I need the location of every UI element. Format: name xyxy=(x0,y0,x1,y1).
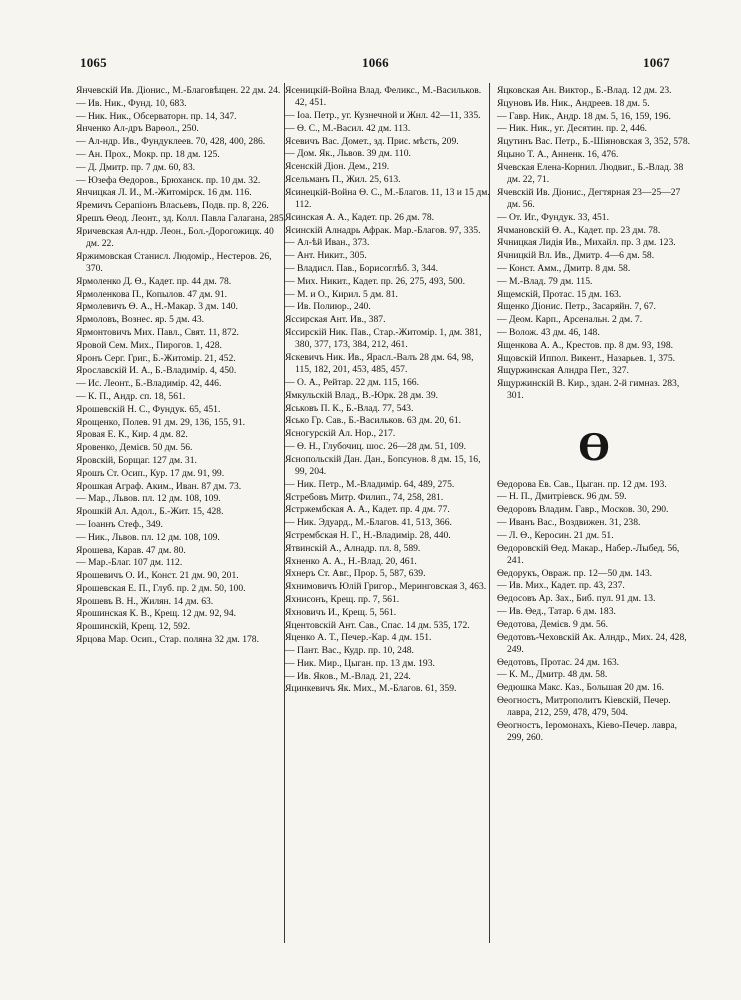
directory-entry: Ячницкая Лидія Ив., Михайл. пр. 3 дм. 123. xyxy=(497,237,676,249)
directory-entry: — Волож. 43 дм. 46, 148. xyxy=(497,326,600,338)
directory-entry: Яронъ Серг. Григ., Б.-Житомір. 21, 452. xyxy=(76,352,236,364)
directory-entry: Яхнисонъ, Крещ. пр. 7, 561. xyxy=(285,593,400,605)
directory-entry: Ярошевичъ О. И., Конст. 21 дм. 90, 201. xyxy=(76,570,239,582)
directory-entry: — Ник. Ник., уг. Десятин. пр. 2, 446. xyxy=(497,123,648,135)
directory-entry: — Ѳ. С., М.-Васил. 42 дм. 113. xyxy=(285,122,411,134)
directory-entry: — Деом. Карп., Арсенальн. 2 дм. 7. xyxy=(497,314,643,326)
directory-entry: Ярешъ Ѳеод. Леонт., зд. Колл. Павла Галагана, 285. xyxy=(76,212,287,224)
directory-entry: — Ив. Ѳед., Татар. 6 дм. 183. xyxy=(497,605,616,617)
directory-entry: — Іоа. Петр., уг. Кузнечной и Жнл. 42—11, 335. xyxy=(285,110,481,121)
directory-entry: Яремичъ Серапіонъ Власьевъ, Подв. пр. 8, 226. xyxy=(76,200,269,212)
directory-entry: Ященко Діонис. Петр., Засаряйн. 7, 67. xyxy=(497,301,656,313)
directory-entry: Ярошъ Ст. Осип., Кур. 17 дм. 91, 99. xyxy=(76,467,225,479)
directory-entry: Ячмановскій Ѳ. А., Кадет. пр. 23 дм. 78. xyxy=(497,224,661,236)
directory-entry: Ѳедотовъ-Чеховскій Ак. Алндр., Мих. 24, 428, 249. xyxy=(497,631,687,655)
directory-entry: — Гавр. Ник., Андр. 18 дм. 5, 16, 159, 196. xyxy=(497,110,671,122)
directory-entry: Ястребовъ Митр. Филип., 74, 258, 281. xyxy=(285,491,444,503)
directory-entry: Яценко А. Т., Печер.-Кар. 4 дм. 151. xyxy=(285,632,432,644)
directory-entry: — О. А., Рейтар. 22 дм. 115, 166. xyxy=(285,376,419,388)
directory-entry: Ѳедосовъ Ар. Зах., Биб. пул. 91 дм. 13. xyxy=(497,593,656,605)
directory-entry: Ясинская А. А., Кадет. пр. 26 дм. 78. xyxy=(285,211,435,223)
directory-entry: — Ник. Эдуард., М.-Благов. 41, 513, 366. xyxy=(285,517,452,529)
directory-entry: — Ив. Ник., Фунд. 10, 683. xyxy=(76,97,187,109)
directory-entry: — Владисл. Пав., Борисоглѣб. 3, 344. xyxy=(285,262,439,274)
directory-entry: Янченко Ал-дръ Варѳол., 250. xyxy=(76,123,199,135)
directory-entry: Яровскій, Борщаг. 127 дм. 31. xyxy=(76,454,197,466)
directory-entry: Ярмоленкова П., Копылов. 47 дм. 91. xyxy=(76,288,228,300)
directory-entry: Ярмонтовичъ Мих. Павл., Свят. 11, 872. xyxy=(76,326,239,338)
directory-entry: Ѳеогностъ, Іеромонахъ, Кіево-Печер. лавра, 299, 260. xyxy=(497,719,678,744)
directory-entry: Ястржембская А. А., Кадет. пр. 4 дм. 77. xyxy=(285,504,450,516)
directory-block-fita xyxy=(497,479,691,745)
directory-entry: — Ис. Леонт., Б.-Владимір. 42, 446. xyxy=(76,378,222,390)
directory-entry: Яхнеръ Ст. Авг., Прор. 5, 587, 639. xyxy=(285,568,426,580)
directory-entry: Яцутинъ Вас. Петр., Б.-Шіяновская 3, 352, 578. xyxy=(497,136,691,148)
directory-entry: — Мар.-Благ. 107 дм. 112. xyxy=(76,557,183,569)
directory-entry: Ястрембская Н. Г., Н.-Владимір. 28, 440. xyxy=(285,529,451,541)
directory-entry: — Мих. Никит., Кадет. пр. 26, 275, 493, 500. xyxy=(285,275,465,287)
directory-entry: — Ник., Львов. пл. 12 дм. 108, 109. xyxy=(76,531,220,543)
directory-entry: Ячницкій Вл. Ив., Дмитр. 4—6 дм. 58. xyxy=(497,250,655,262)
directory-entry: Ятвинскій А., Алнадр. пл. 8, 589. xyxy=(285,542,421,554)
directory-entry: Яскевичъ Ник. Ив., Ярасл.-Валъ 28 дм. 64, 98, 115, 182, 201, 453, 485, 457. xyxy=(285,351,474,376)
directory-entry: — Юзефа Ѳедоров., Брюханск. пр. 10 дм. 32. xyxy=(76,174,261,186)
directory-entry: Яцентовскій Ант. Сав., Спас. 14 дм. 535, 172. xyxy=(285,619,470,631)
directory-entry: — К. П., Андр. сп. 18, 561. xyxy=(76,390,186,402)
directory-entry: Ярошкій Ал. Адол., Б.-Жит. 15, 428. xyxy=(76,506,224,518)
directory-column-left xyxy=(76,85,288,647)
directory-entry: Ящовскій Иппол. Викент., Назарьев. 1, 375. xyxy=(497,352,676,364)
directory-entry: Ясько Гр. Сав., Б.-Васильков. 63 дм. 20, 61. xyxy=(285,415,462,427)
directory-entry: Яхновичъ И., Крещ. 5, 561. xyxy=(285,606,397,618)
directory-entry: Ярмоленко Д. Ѳ., Кадет. пр. 44 дм. 78. xyxy=(76,275,232,287)
directory-entry: Ѳедотовъ, Протас. 24 дм. 163. xyxy=(497,656,620,668)
directory-entry: Яровенко, Демієв. 50 дм. 56. xyxy=(76,442,193,454)
directory-entry: — От. Иг., Фундук. 33, 451. xyxy=(497,211,609,223)
directory-entry: — Ник. Петр., М.-Владимір. 64, 489, 275. xyxy=(285,478,455,490)
directory-entry: — К. М., Дмитр. 48 дм. 58. xyxy=(497,669,608,681)
directory-entry: Яссирскій Ник. Пав., Стар.-Житомір. 1, дм. 381, 380, 377, 173, 384, 212, 461. xyxy=(285,326,482,351)
directory-entry: — Д. Дмитр. пр. 7 дм. 60, 83. xyxy=(76,161,196,173)
directory-entry: Яровой Сем. Мих., Пирогов. 1, 428. xyxy=(76,339,222,351)
page-number-left: 1065 xyxy=(80,55,107,70)
directory-entry: Ящуржинская Алндра Пет., 327. xyxy=(497,365,629,377)
directory-entry: — Ал-ѣй Иван., 373. xyxy=(285,237,370,249)
directory-entry: Ярошева, Карав. 47 дм. 80. xyxy=(76,544,186,556)
directory-entry: — Дом. Як., Львов. 39 дм. 110. xyxy=(285,148,411,160)
directory-entry: — Ив. Яков., М.-Влад. 21, 224. xyxy=(285,670,411,682)
directory-entry: Ярошевскій Н. С., Фундук. 65, 451. xyxy=(76,403,221,415)
directory-entry: Ярославскій И. А., Б.-Владимір. 4, 450. xyxy=(76,365,237,377)
directory-entry: Янчевскій Ив. Діонис., М.-Благовѣщен. 22 дм. 24. xyxy=(76,85,281,96)
directory-entry: Ясенскій Діон. Дем., 219. xyxy=(285,161,390,173)
directory-entry: Ясевичъ Вас. Домет., зд. Прис. мѣсть, 209. xyxy=(285,135,459,147)
directory-entry: Ярмоловъ, Вознес. яр. 5 дм. 43. xyxy=(76,314,205,326)
directory-entry: Ѳедюшка Макс. Каз., Большая 20 дм. 16. xyxy=(497,682,664,694)
directory-entry: Ячевскій Ив. Діонис., Дегтярная 23—25—27 дм. 56. xyxy=(497,186,681,210)
directory-block-ya xyxy=(497,85,691,403)
directory-entry: Ѳедоровскій Ѳед. Макар., Набер.-Лыбед. 56, 241. xyxy=(497,542,680,566)
directory-entry: — Ан. Прох., Мокр. пр. 18 дм. 125. xyxy=(76,148,220,160)
directory-entry: Ященкова А. А., Крестов. пр. 8 дм. 93, 198. xyxy=(497,339,674,351)
directory-entry: Ярошинскій, Крещ. 12, 592. xyxy=(76,621,190,633)
directory-entry: Яцыно Т. А., Анненк. 16, 476. xyxy=(497,148,619,160)
directory-entry: Ясинскій Алнадрь Афрак. Мар.-Благов. 97, 335. xyxy=(285,224,481,236)
directory-entry: Ясельманъ П., Жил. 25, 613. xyxy=(285,173,401,185)
directory-entry: Яськовъ П. К., Б.-Влад. 77, 543. xyxy=(285,402,414,414)
directory-entry: Яснопольскій Дан. Дан., Бопсунов. 8 дм. 15, 16, 99, 204. xyxy=(285,453,481,477)
directory-entry: Ѳедотова, Демієв. 9 дм. 56. xyxy=(497,618,608,630)
directory-entry: Ямкульскій Влад., В.-Юрк. 28 дм. 39. xyxy=(285,389,439,401)
directory-entry: Ярошинская К. В., Крещ. 12 дм. 92, 94. xyxy=(76,608,237,620)
directory-entry: — Ив. Мих., Кадет. пр. 43, 237. xyxy=(497,580,625,592)
directory-entry: Яржимовская Станисл. Людомір., Нестеров. 26, 370. xyxy=(76,250,272,274)
directory-entry: — Ив. Полиюр., 240. xyxy=(285,301,371,313)
directory-entry: Янчицкая Л. И., М.-Житомірск. 16 дм. 116. xyxy=(76,187,252,199)
directory-entry: — Мар., Львов. пл. 12 дм. 108, 109. xyxy=(76,493,221,505)
directory-column-right xyxy=(497,85,691,745)
directory-entry: — Ал-ндр. Ив., Фундуклеев. 70, 428, 400, 286. xyxy=(76,136,266,148)
directory-entry: Ѳедорукъ, Овраж. пр. 12—50 дм. 143. xyxy=(497,567,653,579)
directory-entry: — Л. Ѳ., Керосин. 21 дм. 51. xyxy=(497,529,614,541)
directory-entry: — Иванъ Вас., Воздвижен. 31, 238. xyxy=(497,516,641,528)
directory-entry: — Ник. Мир., Цыган. пр. 13 дм. 193. xyxy=(285,657,435,669)
directory-entry: Яцуновъ Ив. Ник., Андреев. 18 дм. 5. xyxy=(497,97,650,109)
directory-entry: Ѳедоровъ Владим. Гавр., Москов. 30, 290. xyxy=(497,504,669,516)
directory-entry: Ѳеогностъ, Митрополитъ Кіевскій, Печер. лавра, 212, 259, 478, 479, 504. xyxy=(497,694,671,719)
page-number-right: 1067 xyxy=(643,55,670,70)
directory-entry: Яхненко А. А., Н.-Влад. 20, 461. xyxy=(285,555,417,567)
page-number-center: 1066 xyxy=(362,55,389,70)
directory-entry: Яссирская Ант. Ив., 387. xyxy=(285,314,386,326)
section-letter-fita: Ѳ xyxy=(578,426,610,469)
directory-entry: Ячевская Елена-Корнил. Людвиг., Б.-Влад. 38 дм. 22, 71. xyxy=(497,161,684,185)
directory-entry: — Іоаннъ Стеф., 349. xyxy=(76,518,163,530)
directory-entry: Яровая Е. К., Кир. 4 дм. 82. xyxy=(76,429,188,441)
directory-entry: Ясногурскій Ал. Нор., 217. xyxy=(285,428,396,440)
directory-entry: — Ант. Никит., 305. xyxy=(285,250,367,262)
directory-entry: Яричевская Ал-ндр. Леон., Бол.-Дорогожицк. 40 дм. 22. xyxy=(76,225,274,249)
directory-entry: Ярцова Мар. Осип., Стар. поляна 32 дм. 178. xyxy=(76,634,259,646)
directory-entry: Ярошевъ В. Н., Жилян. 14 дм. 63. xyxy=(76,595,214,607)
directory-entry: Ясинецкій-Война Ѳ. С., М.-Благов. 11, 13 и 15 дм. 112. xyxy=(285,186,490,210)
directory-entry: — М.-Влад. 79 дм. 115. xyxy=(497,275,593,287)
directory-entry: — М. и О., Кирил. 5 дм. 81. xyxy=(285,288,398,300)
directory-entry: Ярощенко, Полев. 91 дм. 29, 136, 155, 91. xyxy=(76,416,246,428)
directory-entry: — Ѳ. Н., Глубочиц. шос. 26—28 дм. 51, 109. xyxy=(285,440,467,452)
directory-column-middle xyxy=(285,85,490,696)
directory-entry: Ящуржинскій В. Кир., здан. 2-й гимназ. 283, 301. xyxy=(497,378,680,402)
directory-entry: Ясеницкій-Война Влад. Феликс., М.-Васильков. 42, 451. xyxy=(285,85,482,109)
directory-entry: — Ник. Ник., Обсерваторн. пр. 14, 347. xyxy=(76,110,237,122)
directory-entry: — Н. П., Дмитріевск. 96 дм. 59. xyxy=(497,491,627,503)
directory-entry: Ѳедорова Ев. Сав., Цыган. пр. 12 дм. 193. xyxy=(497,478,667,490)
directory-entry: — Конст. Амм., Дмитр. 8 дм. 58. xyxy=(497,262,631,274)
directory-entry: Ящемскій, Протас. 15 дм. 163. xyxy=(497,288,622,300)
directory-entry: Яхнимовичъ Юлій Григор., Меринговская 3, 463. xyxy=(285,581,487,593)
directory-entry: Ярошкая Аграф. Аким., Иван. 87 дм. 73. xyxy=(76,480,242,492)
directory-entry: Ярошевская Е. П., Глуб. пр. 2 дм. 50, 100. xyxy=(76,582,246,594)
directory-entry: Яцковская Ан. Виктор., Б.-Влад. 12 дм. 23. xyxy=(497,85,672,96)
directory-entry: — Пант. Вас., Кудр. пр. 10, 248. xyxy=(285,645,414,657)
directory-entry: Ярмолевичъ Ѳ. А., Н.-Макар. 3 дм. 140. xyxy=(76,301,238,313)
directory-entry: Яцинкевичъ Як. Мих., М.-Благов. 61, 359. xyxy=(285,683,457,695)
